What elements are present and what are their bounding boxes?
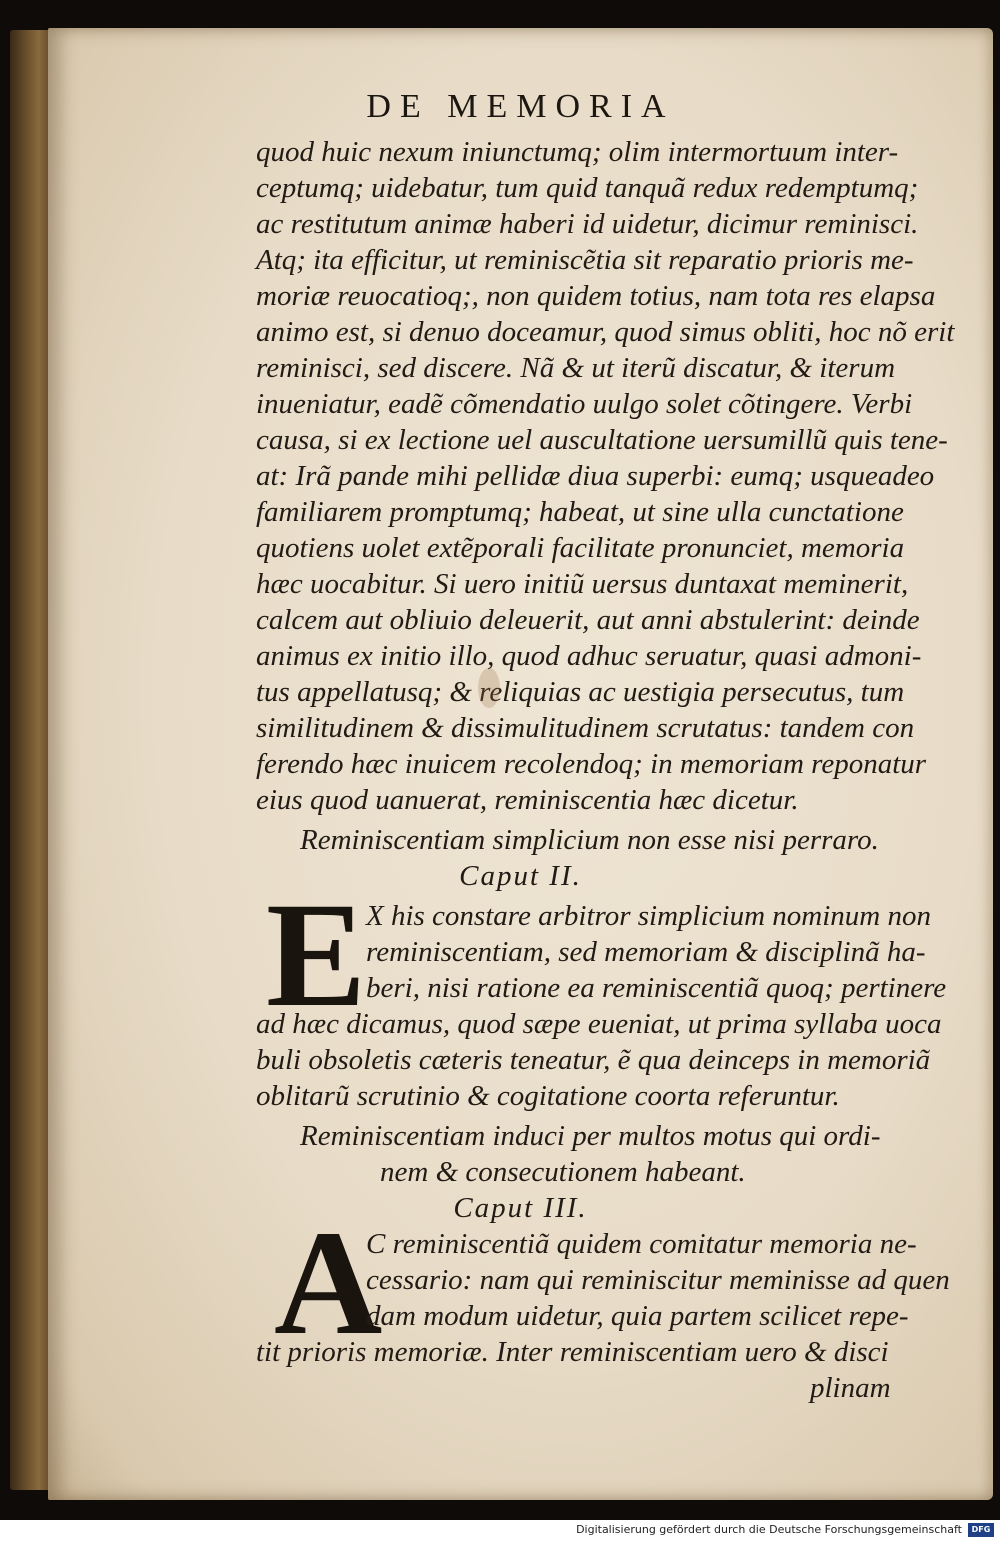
text-line: ferendo hæc inuicem recolendoq; in memoriam reponatur (256, 748, 927, 780)
text-line: C reminiscentiã quidem comitatur memoria ne- (366, 1228, 917, 1260)
text-line: X his constare arbitror simplicium nominum non (366, 900, 931, 932)
funding-credit: Digitalisierung gefördert durch die Deutsche Forschungsgemeinschaft (576, 1523, 962, 1536)
text-line: ceptumq; uidebatur, tum quid tanquã redux redemptumq; (256, 172, 919, 204)
catchword: plinam (810, 1372, 891, 1404)
text-line: similitudinem & dissimulitudinem scrutatus: tandem con (256, 712, 915, 744)
text-line: animus ex initio illo, quod adhuc seruatur, quasi admoni- (256, 640, 922, 672)
text-line: ad hæc dicamus, quod sæpe eueniat, ut prima syllaba uoca (256, 1008, 942, 1040)
text-line: tit prioris memoriæ. Inter reminiscentiam uero & disci (256, 1336, 889, 1368)
text-line: moriæ reuocatioq;, non quidem totius, nam tota res elapsa (256, 280, 936, 312)
text-line: quotiens uolet extẽporali facilitate pronunciet, memoria (256, 532, 905, 564)
chapter-heading: Caput II. (459, 860, 582, 892)
chapter-heading: Caput III. (453, 1192, 588, 1224)
text-line: quod huic nexum iniunctumq; olim intermortuum inter- (256, 136, 899, 168)
text-line: buli obsoletis cæteris teneatur, ẽ qua deinceps in memoriã (256, 1044, 931, 1076)
text-line: reminisci, sed discere. Nã & ut iterũ discatur, & iterum (256, 352, 896, 384)
text-line: tus appellatusq; & reliquias ac uestigia persecutus, tum (256, 676, 905, 708)
page-header: DE MEMORIA (366, 88, 675, 125)
text-line: oblitarũ scrutinio & cogitatione coorta referuntur. (256, 1080, 840, 1112)
section-heading: Reminiscentiam induci per multos motus qui ordi- (300, 1120, 881, 1152)
text-line: dam modum uidetur, quia partem scilicet repe- (366, 1300, 909, 1332)
section-heading: Reminiscentiam simplicium non esse nisi perraro. (300, 824, 879, 856)
book-page (48, 28, 993, 1500)
text-line: cessario: nam qui reminiscitur meminisse ad quen (366, 1264, 950, 1296)
text-line: causa, si ex lectione uel auscultatione uersumillũ quis tene- (256, 424, 948, 456)
paper-stain (478, 668, 500, 708)
text-line: reminiscentiam, sed memoriam & disciplinã ha- (366, 936, 926, 968)
text-line: animo est, si denuo doceamur, quod simus obliti, hoc nõ erit (256, 316, 955, 348)
text-line: inueniatur, eadẽ cõmendatio uulgo solet cõtingere. Verbi (256, 388, 913, 420)
dfg-logo: DFG (968, 1523, 994, 1537)
text-line: at: Irã pande mihi pellidæ diua superbi: eumq; usqueadeo (256, 460, 935, 492)
section-heading: nem & consecutionem habeant. (380, 1156, 746, 1188)
drop-cap: E (266, 872, 367, 1038)
footer-bar (0, 1520, 1000, 1541)
text-line: familiarem promptumq; habeat, ut sine ulla cunctatione (256, 496, 904, 528)
drop-cap: A (274, 1200, 383, 1366)
text-line: ac restitutum animæ haberi id uidetur, dicimur reminisci. (256, 208, 919, 240)
text-line: calcem aut obliuio deleuerit, aut anni abstulerint: deinde (256, 604, 920, 636)
text-line: eius quod uanuerat, reminiscentia hæc dicetur. (256, 784, 799, 816)
text-line: hæc uocabitur. Si uero initiũ uersus duntaxat meminerit, (256, 568, 909, 600)
text-line: Atq; ita efficitur, ut reminiscẽtia sit reparatio prioris me- (256, 244, 914, 276)
text-line: beri, nisi ratione ea reminiscentiã quoq; pertinere (366, 972, 947, 1004)
